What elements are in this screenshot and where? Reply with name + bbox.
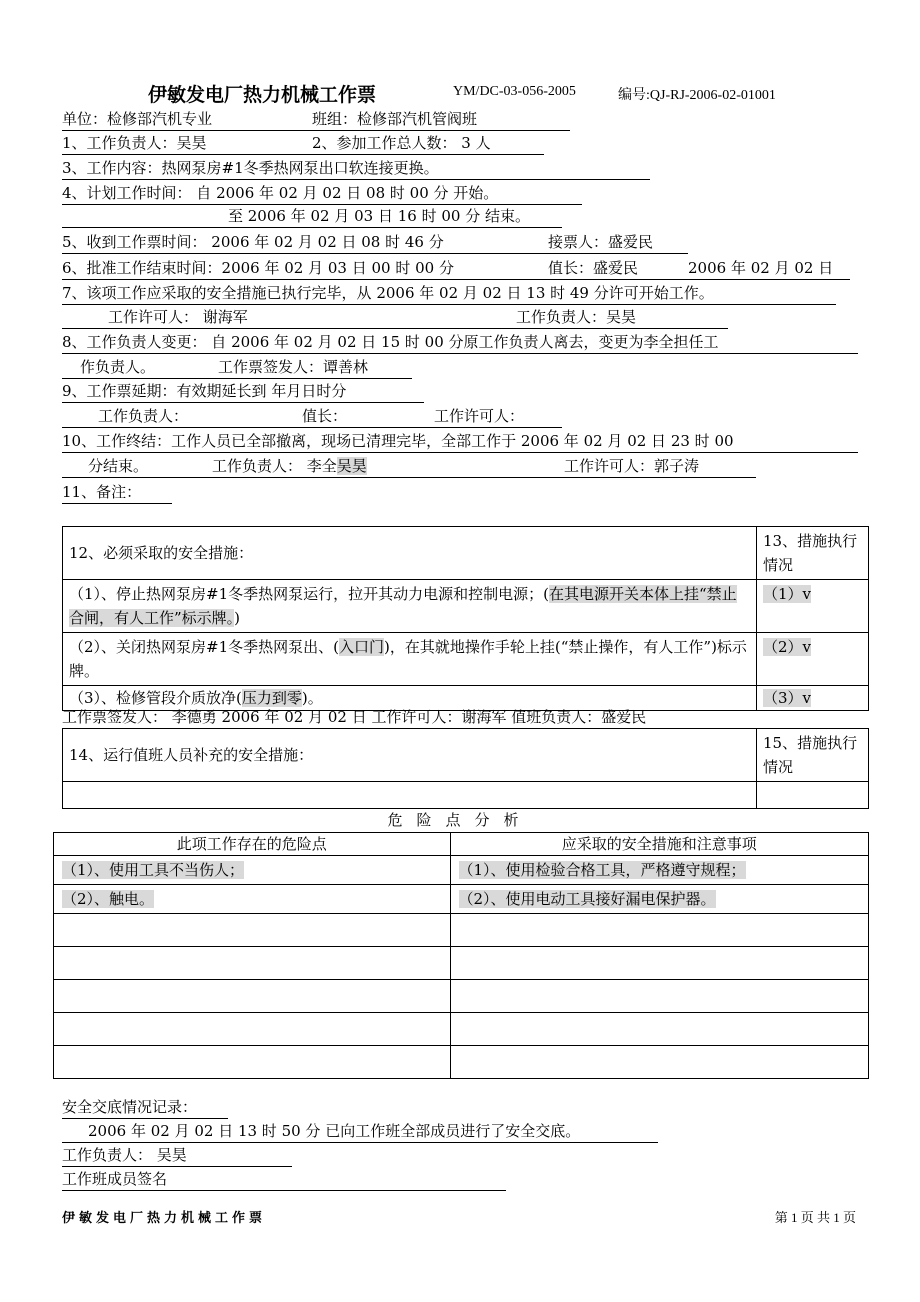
supplement-header-row <box>63 729 869 782</box>
received-time-field: 5、收到工作票时间： 2006 年 02 月 02 日 08 时 46 分 <box>62 231 548 254</box>
table-row <box>54 1013 869 1046</box>
hazard-col-header-right: 应采取的安全措施和注意事项 <box>450 833 868 856</box>
leader-change-tail: 作负责人。 <box>62 356 192 379</box>
doc-code: YM/DC-03-056-2005 <box>453 84 576 99</box>
leader-field: 1、工作负责人：吴昊 <box>62 132 312 155</box>
briefing-members-line <box>62 1168 506 1190</box>
safety-status-2: （2）v <box>757 633 869 686</box>
empty-cell <box>450 980 868 1013</box>
empty-cell <box>54 914 451 947</box>
line-1 <box>62 132 544 154</box>
approved-date-field: 2006 年 02 月 02 日 <box>688 257 850 280</box>
safety-measure-1: （1）、停止热网泵房#1冬季热网泵运行，拉开其动力电源和控制电源；(在其电源开关本体上挂“禁止合闸，有人工作”标示牌。) <box>63 580 757 633</box>
briefing-text: 2006 年 02 月 02 日 13 时 50 分 已向工作班全部成员进行了安全交底。 <box>62 1120 658 1143</box>
safety-header-cell: 12、必须采取的安全措施： <box>63 527 757 580</box>
safety-measures-table <box>62 526 869 711</box>
line-9 <box>62 380 424 402</box>
team-field: 班组：检修部汽机管阀班 <box>312 108 570 131</box>
line-8 <box>62 331 858 353</box>
supplement-header-cell: 14、运行值班人员补充的安全措施： <box>63 729 757 782</box>
supplement-empty-status <box>757 782 869 809</box>
briefing-leader: 工作负责人： 吴昊 <box>62 1144 292 1167</box>
receiver-field: 接票人：盛爱民 <box>548 231 688 254</box>
line-6 <box>62 257 850 279</box>
title-row <box>148 80 848 106</box>
approved-end-field: 6、批准工作结束时间：2006 年 02 月 03 日 00 时 00 分 <box>62 257 548 280</box>
hazard-header-row <box>54 833 869 856</box>
plan-end-field: 至 2006 年 02 月 03 日 16 时 00 分 结束。 <box>62 205 562 228</box>
extension-permitter-field: 工作许可人： <box>434 405 562 428</box>
line-7-signers <box>62 306 728 328</box>
table-row <box>54 1046 869 1079</box>
briefing-title-line <box>62 1096 228 1118</box>
measure-cell-1: （1）、使用检验合格工具，严格遵守规程； <box>450 856 868 885</box>
termination-leader-label: 工作负责人： 李全 <box>212 457 337 475</box>
line-3 <box>62 157 650 179</box>
page-title: 伊敏发电厂热力机械工作票 <box>148 84 377 106</box>
plan-start-field: 4、计划工作时间： 自 2006 年 02 月 02 日 08 时 00 分 开始。 <box>62 182 582 205</box>
shift-chief-field: 值长：盛爱民 <box>548 257 688 280</box>
empty-cell <box>54 980 451 1013</box>
safety-status-1: （1）v <box>757 580 869 633</box>
hazard-table <box>53 832 869 1079</box>
table-row <box>54 885 869 914</box>
table-row <box>54 980 869 1013</box>
safety-status-header: 13、措施执行情况 <box>757 527 869 580</box>
line-8-signers <box>62 356 412 378</box>
permit-statement: 7、该项工作应采取的安全措施已执行完毕，从 2006 年 02 月 02 日 13 时 49 分许可开始工作。 <box>62 282 836 305</box>
line-7 <box>62 282 836 304</box>
permit-signer-field: 工作许可人： 谢海军 <box>62 306 516 329</box>
issuer-field: 工作票签发人：谭善林 <box>192 356 412 379</box>
empty-cell <box>54 1046 451 1079</box>
hazard-col-header-left: 此项工作存在的危险点 <box>54 833 451 856</box>
safety-row <box>63 580 869 633</box>
termination-leader-struck: 吴昊 <box>336 457 367 475</box>
safety-measure-2: （2）、关闭热网泵房#1冬季热网泵出、(入口门)，在其就地操作手轮上挂(“禁止操作，有人工作”)标示牌。 <box>63 633 757 686</box>
briefing-members: 工作班成员签名 <box>62 1168 506 1191</box>
remarks-field: 11、备注： <box>62 481 172 504</box>
supplement-empty-row <box>63 782 869 809</box>
serial-number: 编号:QJ-RJ-2006-02-01001 <box>618 88 776 103</box>
line-9-signers <box>62 405 562 427</box>
termination-leader-field <box>212 455 564 478</box>
footer-title: 伊敏发电厂热力机械工作票 <box>62 1211 267 1226</box>
supplement-table <box>62 728 869 809</box>
supplement-empty-cell <box>63 782 757 809</box>
line-11 <box>62 481 172 503</box>
unit-line <box>62 108 570 130</box>
line-10 <box>62 430 858 452</box>
supplement-status-header: 15、措施执行情况 <box>757 729 869 782</box>
empty-cell <box>450 947 868 980</box>
line-10-signers <box>62 455 756 477</box>
briefing-text-line <box>62 1120 658 1142</box>
leader-change-statement: 8、工作负责人变更： 自 2006 年 02 月 02 日 15 时 00 分原工作负责人离去，变更为李全担任工 <box>62 331 858 354</box>
line-5 <box>62 231 688 253</box>
table-row <box>54 856 869 885</box>
hazard-cell-2: （2）、触电。 <box>54 885 451 914</box>
safety-header-row <box>63 527 869 580</box>
table-row <box>54 947 869 980</box>
empty-cell <box>450 914 868 947</box>
safety-status-3: （3）v <box>757 686 869 711</box>
line-4a <box>62 182 582 204</box>
empty-cell <box>450 1013 868 1046</box>
termination-statement: 10、工作终结：工作人员已全部撤离，现场已清理完毕，全部工作于 2006 年 02 月 02 日 23 时 00 <box>62 430 858 453</box>
extension-leader-field: 工作负责人： <box>62 405 302 428</box>
termination-tail: 分结束。 <box>62 455 212 478</box>
line-4b <box>62 205 562 227</box>
issuer-sign-line: 工作票签发人： 李德勇 2006 年 02 月 02 日 工作许可人：谢海军 值班负责人：盛爱民 <box>62 708 647 726</box>
hazard-cell-1: （1）、使用工具不当伤人； <box>54 856 451 885</box>
termination-permitter-field: 工作许可人：郭子涛 <box>564 455 756 478</box>
briefing-leader-line <box>62 1144 292 1166</box>
measure-cell-2: （2）、使用电动工具接好漏电保护器。 <box>450 885 868 914</box>
page-number: 第 1 页 共 1 页 <box>774 1210 856 1225</box>
permit-leader-field: 工作负责人：吴昊 <box>516 306 728 329</box>
work-content-field: 3、工作内容：热网泵房#1冬季热网泵出口软连接更换。 <box>62 157 650 180</box>
headcount-field: 2、参加工作总人数： 3 人 <box>312 132 544 155</box>
empty-cell <box>54 1013 451 1046</box>
extension-field: 9、工作票延期：有效期延长到 年月日时分 <box>62 380 424 403</box>
safety-row <box>63 633 869 686</box>
table-row <box>54 914 869 947</box>
extension-chief-field: 值长： <box>302 405 434 428</box>
unit-field: 单位：检修部汽机专业 <box>62 108 312 131</box>
hazard-analysis-title: 危险点分析 <box>387 811 533 829</box>
safety-measure-3: （3）、检修管段介质放净(压力到零)。 <box>63 686 757 711</box>
empty-cell <box>450 1046 868 1079</box>
empty-cell <box>54 947 451 980</box>
briefing-title: 安全交底情况记录： <box>62 1096 228 1119</box>
